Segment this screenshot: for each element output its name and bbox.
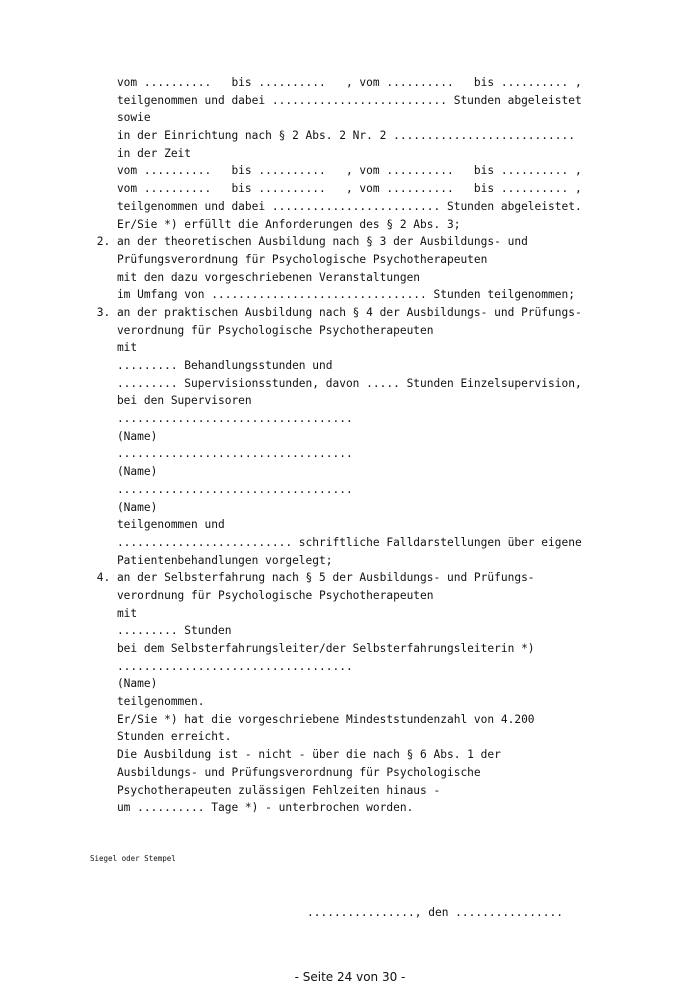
text-line: .......................... schriftliche Falldarstellungen über eigene <box>90 535 582 549</box>
text-line: ................................... <box>90 659 353 673</box>
text-line: in der Zeit <box>90 146 192 160</box>
text-line: Ausbildungs- und Prüfungsverordnung für Psychologische <box>90 765 481 779</box>
text-line: teilgenommen. <box>90 695 205 709</box>
text-line: mit <box>90 341 138 355</box>
text-line: vom .......... bis .......... , vom .......... bis .......... , <box>90 164 582 178</box>
text-line: 3. an der praktischen Ausbildung nach § 4 der Ausbildungs- und Prüfungs- <box>90 305 582 319</box>
text-line: um .......... Tage *) - unterbrochen worden. <box>90 801 414 815</box>
text-line: (Name) <box>90 677 158 691</box>
text-line: 2. an der theoretischen Ausbildung nach § 3 der Ausbildungs- und <box>90 235 528 249</box>
text-line: (Name) <box>90 429 158 443</box>
text-line: vom .......... bis .......... , vom .......... bis .......... , <box>90 182 582 196</box>
text-line: teilgenommen und <box>90 518 225 532</box>
text-line: (Name) <box>90 465 158 479</box>
text-line: Prüfungsverordnung für Psychologische Psychotherapeuten <box>90 252 488 266</box>
text-line: ......... Stunden <box>90 624 232 638</box>
text-line: ................................... <box>90 482 353 496</box>
text-line: teilgenommen und dabei ......................... Stunden abgeleistet. <box>90 199 582 213</box>
text-line: ................................... <box>90 447 353 461</box>
page-footer: - Seite 24 von 30 - <box>294 970 406 984</box>
text-line: verordnung für Psychologische Psychotherapeuten <box>90 588 434 602</box>
text-line: Psychotherapeuten zulässigen Fehlzeiten hinaus - <box>90 783 441 797</box>
text-line: ......... Behandlungsstunden und <box>90 359 333 372</box>
text-line: (Name) <box>90 500 158 514</box>
text-line: verordnung für Psychologische Psychotherapeuten <box>90 323 434 337</box>
text-line: ................................... <box>90 412 353 426</box>
text-line: mit <box>90 606 138 620</box>
text-line: vom .......... bis .......... , vom .......... bis .......... , <box>90 76 582 89</box>
text-line: sowie <box>90 111 151 125</box>
text-line: mit den dazu vorgeschriebenen Veranstaltungen <box>90 270 421 284</box>
text-line: Patientenbehandlungen vorgelegt; <box>90 553 333 567</box>
text-line: 4. an der Selbsterfahrung nach § 5 der Ausbildungs- und Prüfungs- <box>90 571 535 585</box>
text-line: bei dem Selbsterfahrungsleiter/der Selbsterfahrungsleiterin *) <box>90 642 535 655</box>
text-line: bei den Supervisoren <box>90 394 252 408</box>
place-date-line: ................, den ................ <box>307 906 563 919</box>
text-line: Er/Sie *) hat die vorgeschriebene Mindeststundenzahl von 4.200 <box>90 712 535 726</box>
text-line: im Umfang von ................................ Stunden teilgenommen; <box>90 288 575 302</box>
text-line: Er/Sie *) erfüllt die Anforderungen des § 2 Abs. 3; <box>90 217 461 231</box>
text-line: in der Einrichtung nach § 2 Abs. 2 Nr. 2 ........................... <box>90 129 575 143</box>
text-line: Stunden erreicht. <box>90 730 232 744</box>
text-line: ......... Supervisionsstunden, davon ..... Stunden Einzelsupervision, <box>90 376 582 390</box>
seal-label: Siegel oder Stempel <box>90 854 176 863</box>
text-line: Die Ausbildung ist - nicht - über die nach § 6 Abs. 1 der <box>90 748 501 762</box>
text-line: teilgenommen und dabei .......................... Stunden abgeleistet <box>90 93 582 107</box>
certificate-body <box>90 74 582 817</box>
